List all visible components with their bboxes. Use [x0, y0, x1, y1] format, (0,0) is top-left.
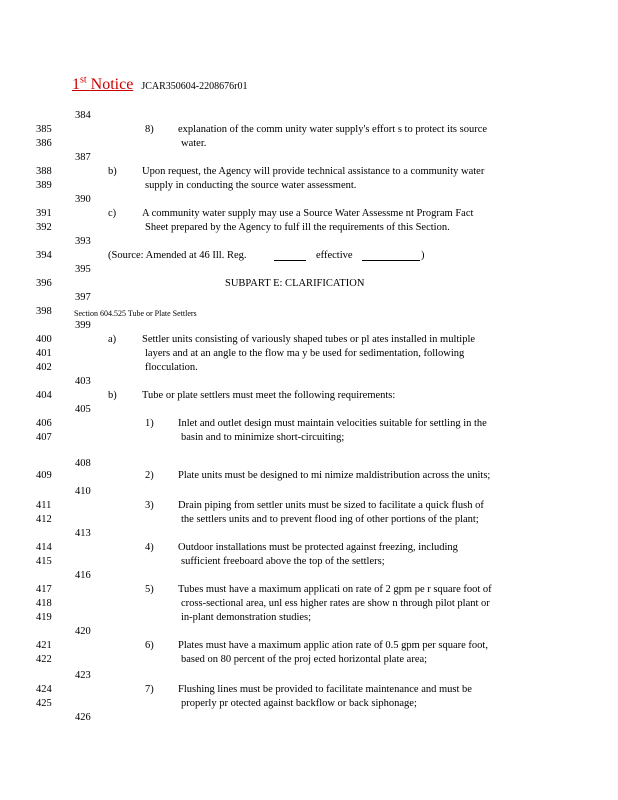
text-line: flocculation.	[145, 362, 198, 373]
line-number: 411	[36, 500, 52, 511]
effective-label: effective	[316, 250, 353, 261]
line-number: 403	[75, 376, 91, 387]
source-close: )	[421, 250, 425, 261]
text-line: Plates must have a maximum applic ation rate of 0.5 gpm per square foot,	[178, 640, 488, 651]
item-label: 2)	[145, 470, 154, 481]
notice-title: 1st Notice	[72, 75, 134, 94]
blank-effective-date	[362, 250, 420, 261]
line-number: 421	[36, 640, 52, 651]
line-number: 389	[36, 180, 52, 191]
line-number: 423	[75, 670, 91, 681]
line-number: 422	[36, 654, 52, 665]
line-number: 387	[75, 152, 91, 163]
line-number: 409	[36, 470, 52, 481]
item-label: 5)	[145, 584, 154, 595]
item-label: c)	[108, 208, 117, 219]
line-number: 388	[36, 166, 52, 177]
text-line: Drain piping from settler units must be sized to facilitate a quick flush of	[178, 500, 484, 511]
line-number: 404	[36, 390, 52, 401]
line-number: 419	[36, 612, 52, 623]
line-number: 408	[75, 458, 91, 469]
subpart-heading: SUBPART E: CLARIFICATION	[225, 278, 365, 289]
line-number: 391	[36, 208, 52, 219]
line-number: 398	[36, 306, 52, 317]
line-number: 397	[75, 292, 91, 303]
line-number: 400	[36, 334, 52, 345]
item-label: 4)	[145, 542, 154, 553]
line-number: 384	[75, 110, 91, 121]
text-line: Plate units must be designed to mi nimize maldistribution across the units;	[178, 470, 491, 481]
text-line: water.	[181, 138, 207, 149]
item-label: 3)	[145, 500, 154, 511]
text-line: layers and at an angle to the flow ma y be used for sedimentation, following	[145, 348, 465, 359]
section-heading: Section 604.525 Tube or Plate Settlers	[74, 309, 197, 318]
document-code: JCAR350604-2208676r01	[141, 81, 248, 93]
line-number: 386	[36, 138, 52, 149]
line-number: 412	[36, 514, 52, 525]
line-number: 415	[36, 556, 52, 567]
line-number: 395	[75, 264, 91, 275]
line-number: 418	[36, 598, 52, 609]
item-label: b)	[108, 166, 117, 177]
line-number: 392	[36, 222, 52, 233]
line-number: 396	[36, 278, 52, 289]
text-line: Settler units consisting of variously shaped tubes or pl ates installed in multiple	[142, 334, 476, 345]
item-label: a)	[108, 334, 117, 345]
line-number: 394	[36, 250, 52, 261]
line-number: 399	[75, 320, 91, 331]
text-line: in-plant demonstration studies;	[181, 612, 312, 623]
line-number: 417	[36, 584, 52, 595]
line-number: 390	[75, 194, 91, 205]
text-line: basin and to minimize short-circuiting;	[181, 432, 345, 443]
line-number: 425	[36, 698, 52, 709]
line-number: 426	[75, 712, 91, 723]
text-line: the settlers units and to prevent flood ing of other portions of the plant;	[181, 514, 479, 525]
text-line: Flushing lines must be provided to facilitate maintenance and must be	[178, 684, 472, 695]
text-line: cross-sectional area, unl ess higher rates are show n through pilot plant or	[181, 598, 490, 609]
text-line: Tube or plate settlers must meet the following requirements:	[142, 390, 396, 401]
text-line: Sheet prepared by the Agency to fulf ill the requirements of this Section.	[145, 222, 450, 233]
blank-reg-number	[274, 250, 306, 261]
text-line: Upon request, the Agency will provide technical assistance to a community water	[142, 166, 485, 177]
text-line: A community water supply may use a Source Water Assessme nt Program Fact	[142, 208, 474, 219]
line-number: 406	[36, 418, 52, 429]
text-line: properly pr otected against backflow or back siphonage;	[181, 698, 417, 709]
line-number: 420	[75, 626, 91, 637]
text-line: Inlet and outlet design must maintain velocities suitable for settling in the	[178, 418, 487, 429]
source-note: (Source: Amended at 46 Ill. Reg.	[108, 250, 247, 261]
line-number: 413	[75, 528, 91, 539]
line-number: 416	[75, 570, 91, 581]
item-label: 6)	[145, 640, 154, 651]
line-number: 401	[36, 348, 52, 359]
text-line: supply in conducting the source water assessment.	[145, 180, 357, 191]
notice-header	[72, 75, 247, 94]
line-number: 402	[36, 362, 52, 373]
text-line: Tubes must have a maximum applicati on rate of 2 gpm pe r square foot of	[178, 584, 492, 595]
item-label: b)	[108, 390, 117, 401]
line-number: 407	[36, 432, 52, 443]
item-label: 8)	[145, 124, 154, 135]
line-number: 414	[36, 542, 52, 553]
line-number: 410	[75, 486, 91, 497]
line-number: 393	[75, 236, 91, 247]
line-number: 424	[36, 684, 52, 695]
text-line: sufficient freeboard above the top of the settlers;	[181, 556, 385, 567]
line-number: 385	[36, 124, 52, 135]
item-label: 7)	[145, 684, 154, 695]
item-label: 1)	[145, 418, 154, 429]
text-line: explanation of the comm unity water supply's effort s to protect its source	[178, 124, 488, 135]
line-number: 405	[75, 404, 91, 415]
text-line: based on 80 percent of the proj ected horizontal plate area;	[181, 654, 428, 665]
text-line: Outdoor installations must be protected against freezing, including	[178, 542, 458, 553]
